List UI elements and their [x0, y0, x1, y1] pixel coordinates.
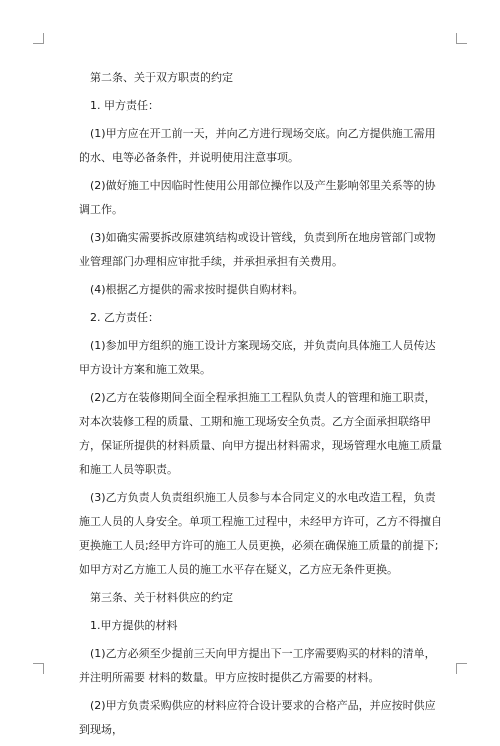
crop-mark-top-right: [456, 33, 467, 44]
paragraph: (2)做好施工中因临时性使用公用部位操作以及产生影响邻里关系等的协调工作。: [79, 179, 436, 216]
subsection-heading: 1.甲方提供的材料: [90, 619, 178, 632]
subsection-heading: 1. 甲方责任：: [90, 99, 159, 112]
section-heading: 第二条、关于双方职责的约定: [90, 71, 233, 84]
paragraph: (1)甲方应在开工前一天，并向乙方进行现场交底。向乙方提供施工需用的水、电等必备条件，并说明使用注意事项。: [79, 127, 436, 164]
paragraph: (3)如确实需要拆改原建筑结构或设计管线，负责到所在地房管部门或物业管理部门办理相应审批手续，并承担承担有关费用。: [79, 231, 436, 268]
document-body: [79, 66, 444, 746]
section-heading: 第三条、关于材料供应的约定: [90, 591, 233, 604]
paragraph: (2)甲方负责采购供应的材料应符合设计要求的合格产品，并应按时供应到现场，: [79, 699, 436, 736]
paragraph: (1)参加甲方组织的施工设计方案现场交底，并负责向具体施工人员传达甲方设计方案和施工效果。: [79, 339, 436, 376]
paragraph: (1)乙方必须至少提前三天向甲方提出下一工序需要购买的材料的清单，并注明所需要 材料的数量。甲方应按时提供乙方需要的材料。: [79, 647, 436, 684]
paragraph: (3)乙方负责人负责组织施工人员参与本合同定义的水电改造工程，负责施工人员的人身安全。单项工程施工过程中，未经甲方许可，乙方不得擅自更换施工人员;经甲方许可的施工人员更换，必须在确保施工质量的前提下;如甲方对乙方施工人员的施工水平存在疑义，乙方应无条件更换。: [79, 491, 442, 576]
paragraph: (4)根据乙方提供的需求按时提供自购材料。: [90, 283, 304, 296]
crop-mark-bottom-right: [456, 663, 467, 674]
crop-mark-bottom-left: [33, 663, 44, 674]
paragraph: (2)乙方在装修期间全面全程承担施工工程队负责人的管理和施工职责，对本次装修工程的质量、工期和施工现场安全负责。乙方全面承担联络甲方，保证所提供的材料质量、向甲方提出材料需求，现场管理水电施工质量和施工人员等职责。: [79, 391, 442, 476]
subsection-heading: 2. 乙方责任：: [90, 311, 159, 324]
crop-mark-top-left: [33, 33, 44, 44]
